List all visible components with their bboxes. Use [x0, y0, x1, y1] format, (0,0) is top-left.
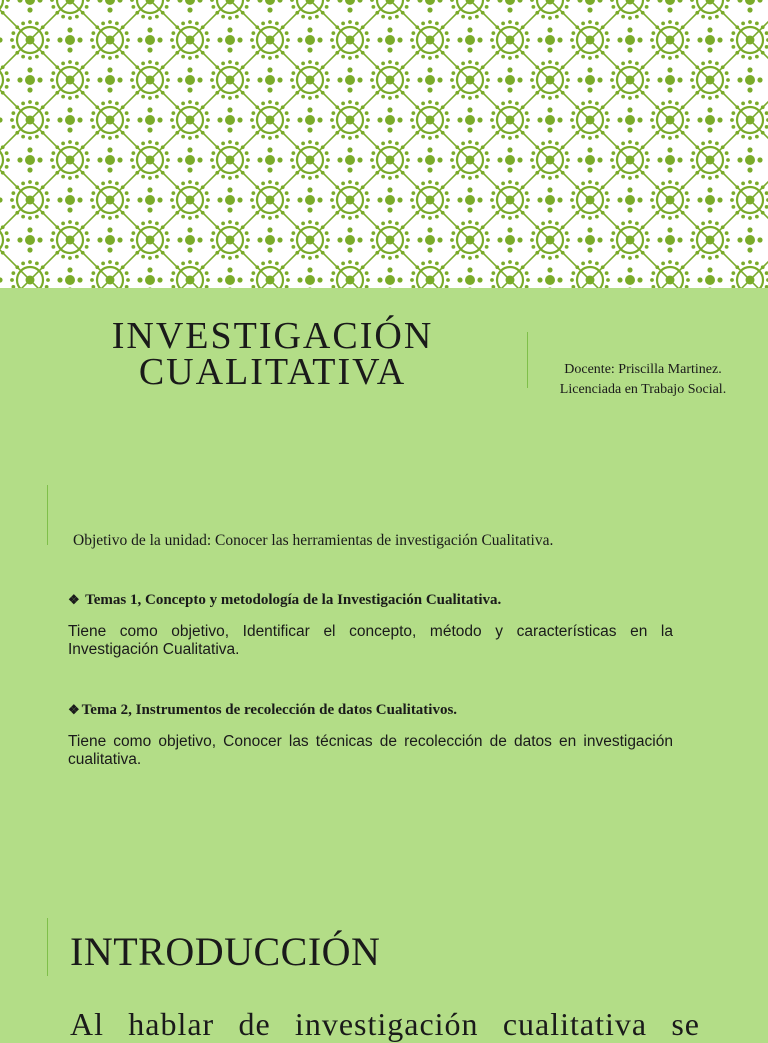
topic-2-heading: [68, 702, 457, 719]
topic-1-description: Tiene como objetivo, Identificar el concepto, método y características en la Investigación Cualitativa.: [68, 623, 673, 658]
decorative-pattern-banner: [0, 0, 768, 288]
teacher-name: Docente: Priscilla Martinez.: [564, 362, 722, 377]
title-divider-line: [527, 332, 528, 388]
topic-1-heading-text: Temas 1, Concepto y metodología de la Investigación Cualitativa.: [81, 592, 502, 608]
teacher-degree: Licenciada en Trabajo Social.: [559, 382, 727, 397]
unit-objective: Objetivo de la unidad: Conocer las herramientas de investigación Cualitativa.: [73, 532, 554, 549]
slide-title-line2: CUALITATIVA: [138, 351, 407, 393]
slide-title-line1: INVESTIGACIÓN: [111, 315, 434, 357]
diamond-bullet-icon: ❖: [68, 592, 80, 607]
introduction-text: Al hablar de investigación cualitativa se: [70, 1006, 700, 1042]
slide-title: [60, 315, 485, 393]
introduction-heading: INTRODUCCIÓN: [70, 929, 381, 974]
pattern-svg: [0, 0, 768, 288]
section-accent-line: [47, 485, 48, 545]
topic-2-description: Tiene como objetivo, Conocer las técnicas de recolección de datos en investigación cualitativa.: [68, 733, 673, 768]
teacher-info: [540, 360, 746, 400]
diamond-bullet-icon: ❖: [68, 702, 80, 717]
intro-accent-line: [47, 918, 48, 976]
topic-2-heading-text: Tema 2, Instrumentos de recolección de datos Cualitativos.: [81, 702, 458, 718]
topic-1-heading: [68, 592, 501, 609]
